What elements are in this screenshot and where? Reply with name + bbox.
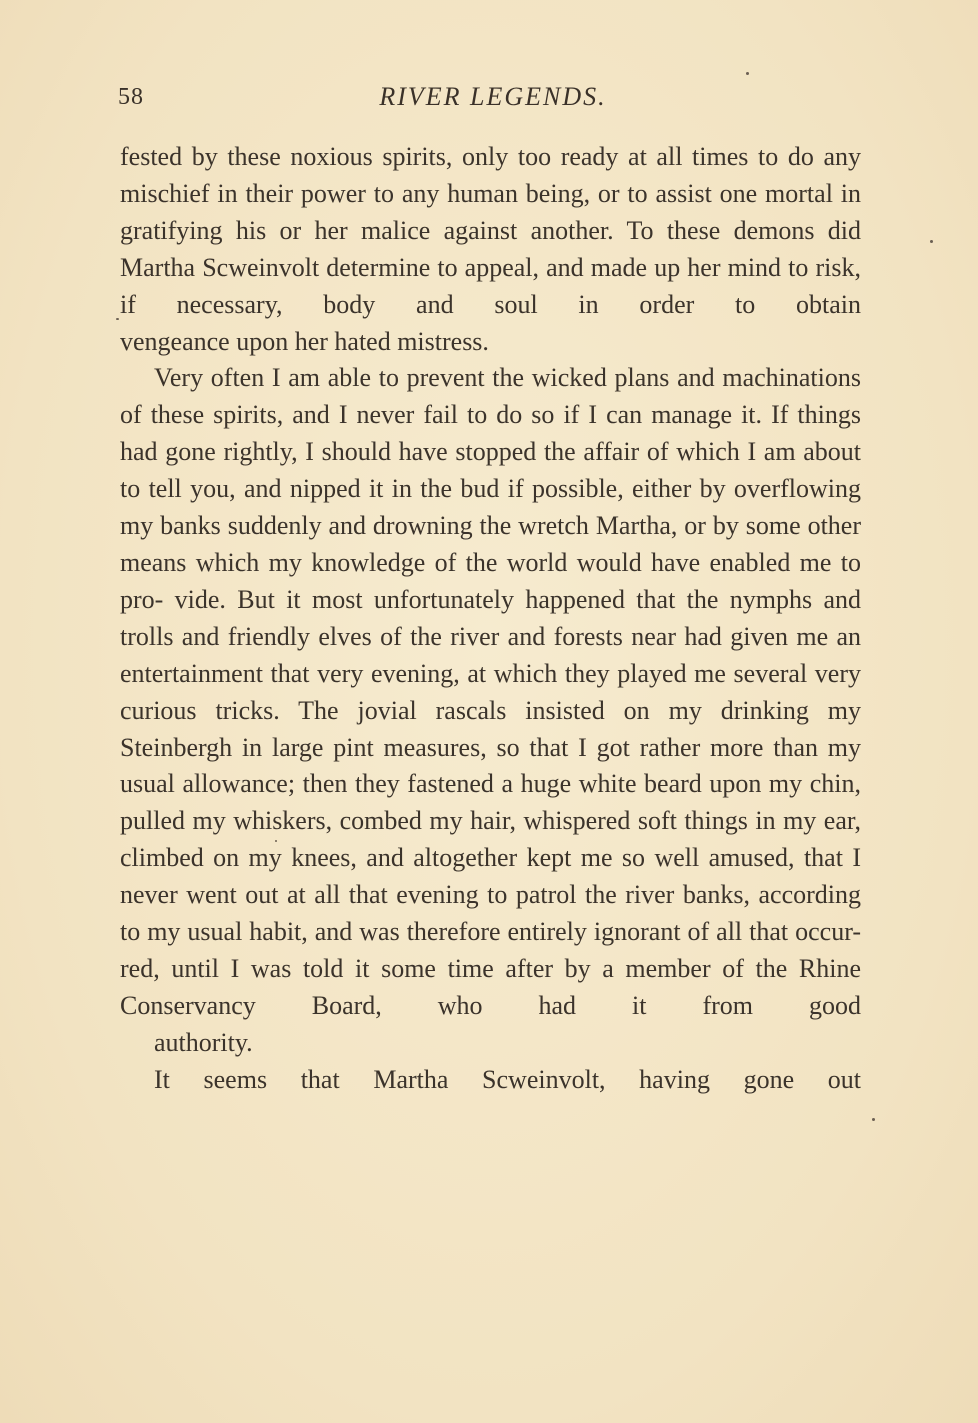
paragraph-last-line: authority. (154, 1027, 253, 1057)
body-text (120, 139, 861, 1099)
page-number: 58 (118, 84, 144, 110)
running-head (118, 78, 860, 118)
paragraph-final (120, 1062, 861, 1099)
paragraph-continued (120, 139, 861, 360)
running-title: RIVER LEGENDS. (379, 82, 607, 111)
paper-speck (930, 240, 933, 243)
paragraph-text: fested by these noxious spirits, only too ready at all times to do any mischief in their power to any human being, or to assist one mortal in gratifying his or her malice against another. To these demons did Martha Scweinvolt determine to appeal, and made up her mind to risk, if necessary, body and soul in order to obtain (120, 142, 861, 319)
paper-speck (746, 72, 749, 75)
paper-speck (275, 840, 277, 842)
paper-speck (872, 1118, 875, 1121)
paragraph (120, 360, 861, 1061)
paragraph-last-line: vengeance upon her hated mistress. (120, 326, 489, 356)
paragraph-text: Very often I am able to prevent the wicked plans and machinations of these spirits, and I never fail to do so if I can manage it. If things had gone rightly, I should have stopped the affair of which I am about to tell you, and nipped it in the bud if possible, either by overflowing my banks suddenly and drowning the wretch Martha, or by some other means which my knowledge of the world would have enabled me to pro- vide. But it most unfortunately happened that the nymphs and trolls and friendly elves of the river and forests near had given me an entertainment that very evening, at which they played me several very curious tricks. The jovial rascals insisted on my drinking my Steinbergh in large pint measures, so that I got rather more than my usual allowance; then they fastened a huge white beard upon my chin, pulled my whiskers, combed my hair, whispered soft things in my ear, climbed on my knees, and altogether kept me so well amused, that I never went out at all that evening to patrol the river banks, according to my usual habit, and was therefore entirely ignorant of all that occur- red, until I was told it some time after by a member of the Rhine Conservancy Board, who had it from good (120, 363, 861, 1020)
paragraph-text: It seems that Martha Scweinvolt, having gone out (154, 1064, 861, 1094)
paper-speck (116, 318, 119, 320)
